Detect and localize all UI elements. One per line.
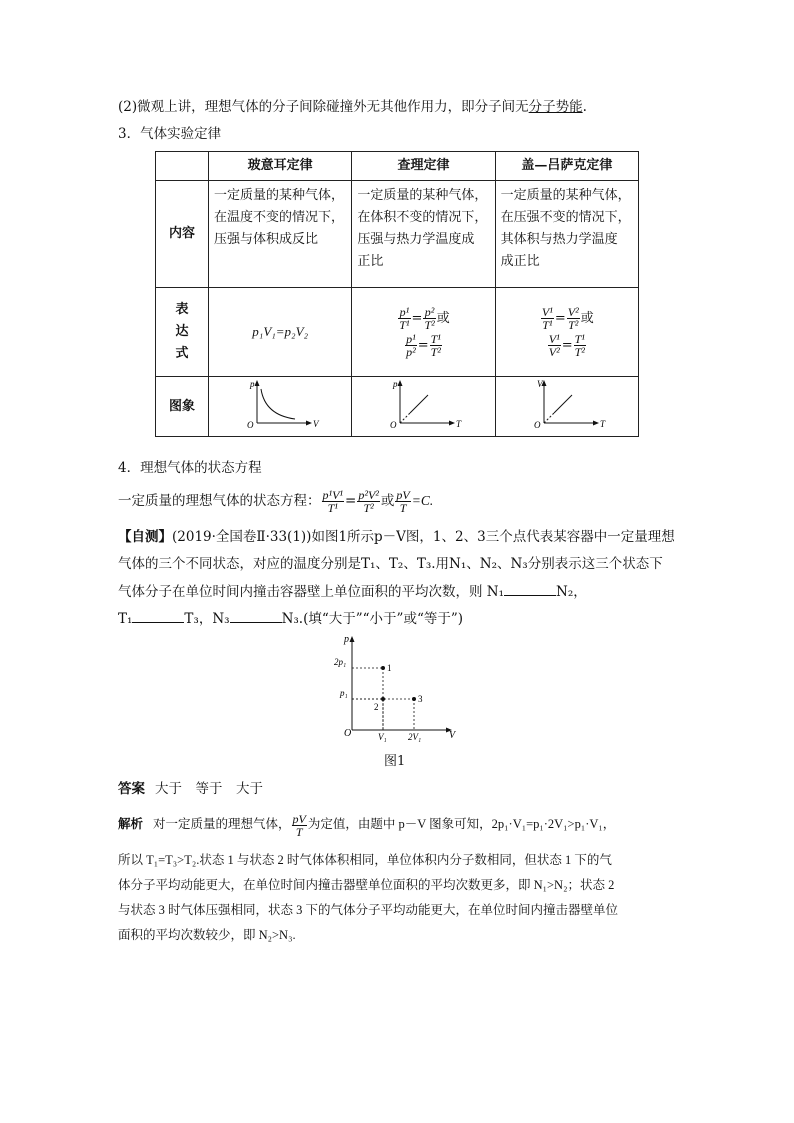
answer-line [118,777,263,797]
numerator: p¹ [399,305,410,319]
explanation-line-3: 体分子平均动能更大，在单位时间内撞击器壁单位面积的平均次数更多，即 N₁>N₂；状态 2 [118,878,615,892]
selftest-line-1 [118,527,675,547]
expr-gay-lussac [495,288,638,377]
selftest-text: 气体分子在单位时间内撞击容器壁上单位面积的平均次数，则 N₁ [118,584,505,600]
denominator: T² [574,345,585,359]
denominator: T² [424,318,435,332]
fraction [541,306,554,331]
numerator: p¹ [406,332,416,346]
or-word: 或 [436,311,450,326]
selftest-line-3 [118,581,587,602]
selftest-text: T₃，N₃ [184,611,230,627]
numerator: T¹ [574,332,585,346]
denominator: V² [548,345,560,359]
gay-formula-2: $\frac{\text{V¹}}{\text{V²}}$ = $\frac{\text{T¹}}{\text{T²}}$ [548,332,585,359]
state-point [412,697,416,701]
or-word: 或 [580,311,594,326]
expr-boyle [209,288,352,377]
denominator: T [399,501,407,515]
explanation-line-1 [118,810,678,838]
y-label: V [536,379,543,389]
content-boyle [209,181,352,288]
y-label: p [250,379,255,389]
denominator: T² [568,318,579,332]
x-label: T [456,419,462,429]
origin-label: O [390,420,397,429]
header-gay-lussac: 盖—吕萨克定律 [495,152,638,181]
table-expression-row [156,288,639,377]
state-point-label: 1 [387,663,392,673]
answer-blank-3[interactable] [230,608,282,623]
selftest-text: (2019·全国卷Ⅱ·33(1))如图1所示p－V图，1、2、3三个点代表某容器中一定量理想 [172,529,675,545]
label-char: 表 [175,302,189,317]
graph-charles [352,377,495,437]
selftest-text: N₃.(填“大于”“小于”或“等于”) [281,611,464,627]
y-label: p [393,379,398,389]
content-line: 在体积不变的情况下， [357,210,488,225]
numerator: pV [396,488,410,502]
selftest-text: T₁ [118,611,133,627]
content-line: 压强与体积成反比 [214,232,319,247]
isotherm-curve [261,389,295,419]
x-label: V [313,419,319,429]
row-label-graph: 图象 [156,377,209,437]
table-header-row [156,152,639,181]
denominator: T¹ [399,318,410,332]
origin-label: O [247,420,254,429]
boyle-formula: p₁V₁=p₂V₂ [252,323,309,339]
denominator: T² [363,501,374,515]
isochore-line [410,395,428,413]
table-graph-row [156,377,639,437]
explanation-line-4: 与状态 3 时气体压强相同，状态 3 下的气体分子平均动能更大，在单位时间内撞击器壁单位 [118,903,619,917]
x-arrow-icon [306,421,312,426]
state-point [381,666,385,670]
graph-gay-lussac [495,377,638,437]
numerator: V¹ [541,305,553,319]
x-axis-label: V [449,730,456,741]
numerator: V¹ [548,332,560,346]
content-line: 一定质量的某种气体， [357,188,488,203]
selftest-text: N₂， [556,584,587,600]
charles-graph [352,377,492,429]
isobar-line [554,395,572,413]
origin-label: O [344,728,352,739]
numerator: p¹V¹ [322,488,344,502]
y-axis-label: p [344,634,349,645]
fraction [395,489,410,514]
header-charles: 查理定律 [352,152,495,181]
label-char: 式 [175,346,189,361]
header-boyle: 玻意耳定律 [209,152,352,181]
selftest-line-4 [118,608,463,629]
state-point-label: 2 [374,702,379,712]
denominator: T¹ [327,501,338,515]
table-corner-cell [156,152,209,181]
graph-boyle [209,377,352,437]
y-arrow-icon [350,636,355,642]
content-line: 一定质量的某种气体， [500,188,631,203]
boyle-graph [209,377,349,429]
x-arrow-icon [593,421,599,426]
gay-formula-1: $\frac{\text{V¹}}{\text{T¹}}$ = $\frac{\text{V²}}{\text{T²}}$ 或 [541,305,594,332]
fraction [423,306,435,331]
row-label-content: 内容 [156,181,209,288]
figure-caption: 图1 [384,754,406,769]
fraction [405,333,417,358]
gay-lussac-graph [496,377,636,429]
gas-laws-table [155,151,639,437]
fraction [322,489,345,514]
fraction [567,306,580,331]
selftest-line-2: 气体的三个不同状态，对应的温度分别是T₁、T₂、T₃.用N₁、N₂、N₃分别表示这三个状态下 [118,556,663,572]
fraction [292,813,307,838]
content-line: 正比 [357,254,384,269]
answer-blank-2[interactable] [132,608,184,623]
fraction [357,489,380,514]
x-tick-label-2v1: 2V₁ [408,732,422,742]
denominator: T² [430,345,441,359]
x-label: T [599,419,605,429]
state-point-label: 3 [418,694,423,704]
content-line: 成正比 [500,254,540,269]
state-equation-line: 一定质量的理想气体的状态方程： $\frac{\text{p¹V¹}}{\text{T¹}}$ = $\frac{\text{p²V²}}{\text{T²}}$ 或 $\frac{pV}{T}$ =C. [118,488,434,515]
intro-end: . [582,99,587,115]
explanation-text: 对一定质量的理想气体， [153,817,291,831]
denominator: T [295,824,303,839]
row-label-expression [156,288,209,377]
table-content-row [156,181,639,288]
x-arrow-icon [449,421,455,426]
label-char: 达 [175,324,189,339]
or-word: 或 [380,493,395,509]
fraction [574,333,586,358]
intro-line [118,97,587,117]
fraction [548,333,561,358]
content-gay-lussac [495,181,638,288]
numerator: T¹ [430,332,441,346]
answer-values: 大于 等于 大于 [155,781,263,797]
answer-label: 答案 [118,781,145,797]
explanation-label: 解析 [118,816,144,831]
content-line: 其体积与热力学温度 [500,232,618,247]
section3-title: 3．气体实验定律 [118,126,222,142]
figure-pv-diagram [330,630,470,745]
numerator: p² [424,305,435,319]
section4-title: 4．理想气体的状态方程 [118,460,262,476]
x-tick-label-v1: V₁ [378,732,387,742]
explanation-text: 为定值，由题中 p－V 图象可知，2p₁·V₁=p₁·2V₁>p₁·V₁， [307,817,616,831]
intro-text: (2)微观上讲，理想气体的分子间除碰撞外无其他作用力，即分子间无 [118,99,529,115]
expr-charles [352,288,495,377]
explanation-line-2: 所以 T₁=T₃>T₂.状态 1 与状态 2 时气体体积相同，单位体积内分子数相同，但状态 1 下的气 [118,853,612,867]
figure-marks [352,663,423,730]
y-arrow-icon [255,380,260,386]
charles-formula-2: $\frac{\text{p¹}}{\text{p²}}$ = $\frac{\text{T¹}}{\text{T²}}$ [406,332,441,359]
state-equation-prefix: 一定质量的理想气体的状态方程： [118,493,321,509]
content-line: 在温度不变的情况下， [214,210,345,225]
fraction [430,333,442,358]
explanation-line-5: 面积的平均次数较少，即 N₂>N₃. [118,928,296,942]
content-line: 一定质量的某种气体， [214,188,345,203]
intro-underlined-term: 分子势能 [528,99,583,115]
origin-label: O [533,420,541,429]
dashed-extension [544,413,554,423]
dashed-extension [400,413,410,423]
numerator: p²V² [358,488,379,502]
content-charles [352,181,495,288]
numerator: V² [567,305,579,319]
charles-formula-1: $\frac{\text{p¹}}{\text{T¹}}$ = $\frac{\text{p²}}{\text{T²}}$ 或 [399,305,450,332]
content-line: 压强与热力学温度成 [357,232,475,247]
denominator: T¹ [542,318,553,332]
y-tick-label-p1: p₁ [340,688,348,698]
equation-tail: =C. [411,493,434,508]
fraction [398,306,410,331]
denominator: p² [406,345,416,359]
y-arrow-icon [398,380,403,386]
selftest-tag: 【自测】 [118,529,172,545]
answer-blank-1[interactable] [504,581,556,596]
content-line: 在压强不变的情况下， [500,210,631,225]
y-tick-label-2p1: 2p₁ [334,657,347,667]
numerator: pV [292,811,306,826]
